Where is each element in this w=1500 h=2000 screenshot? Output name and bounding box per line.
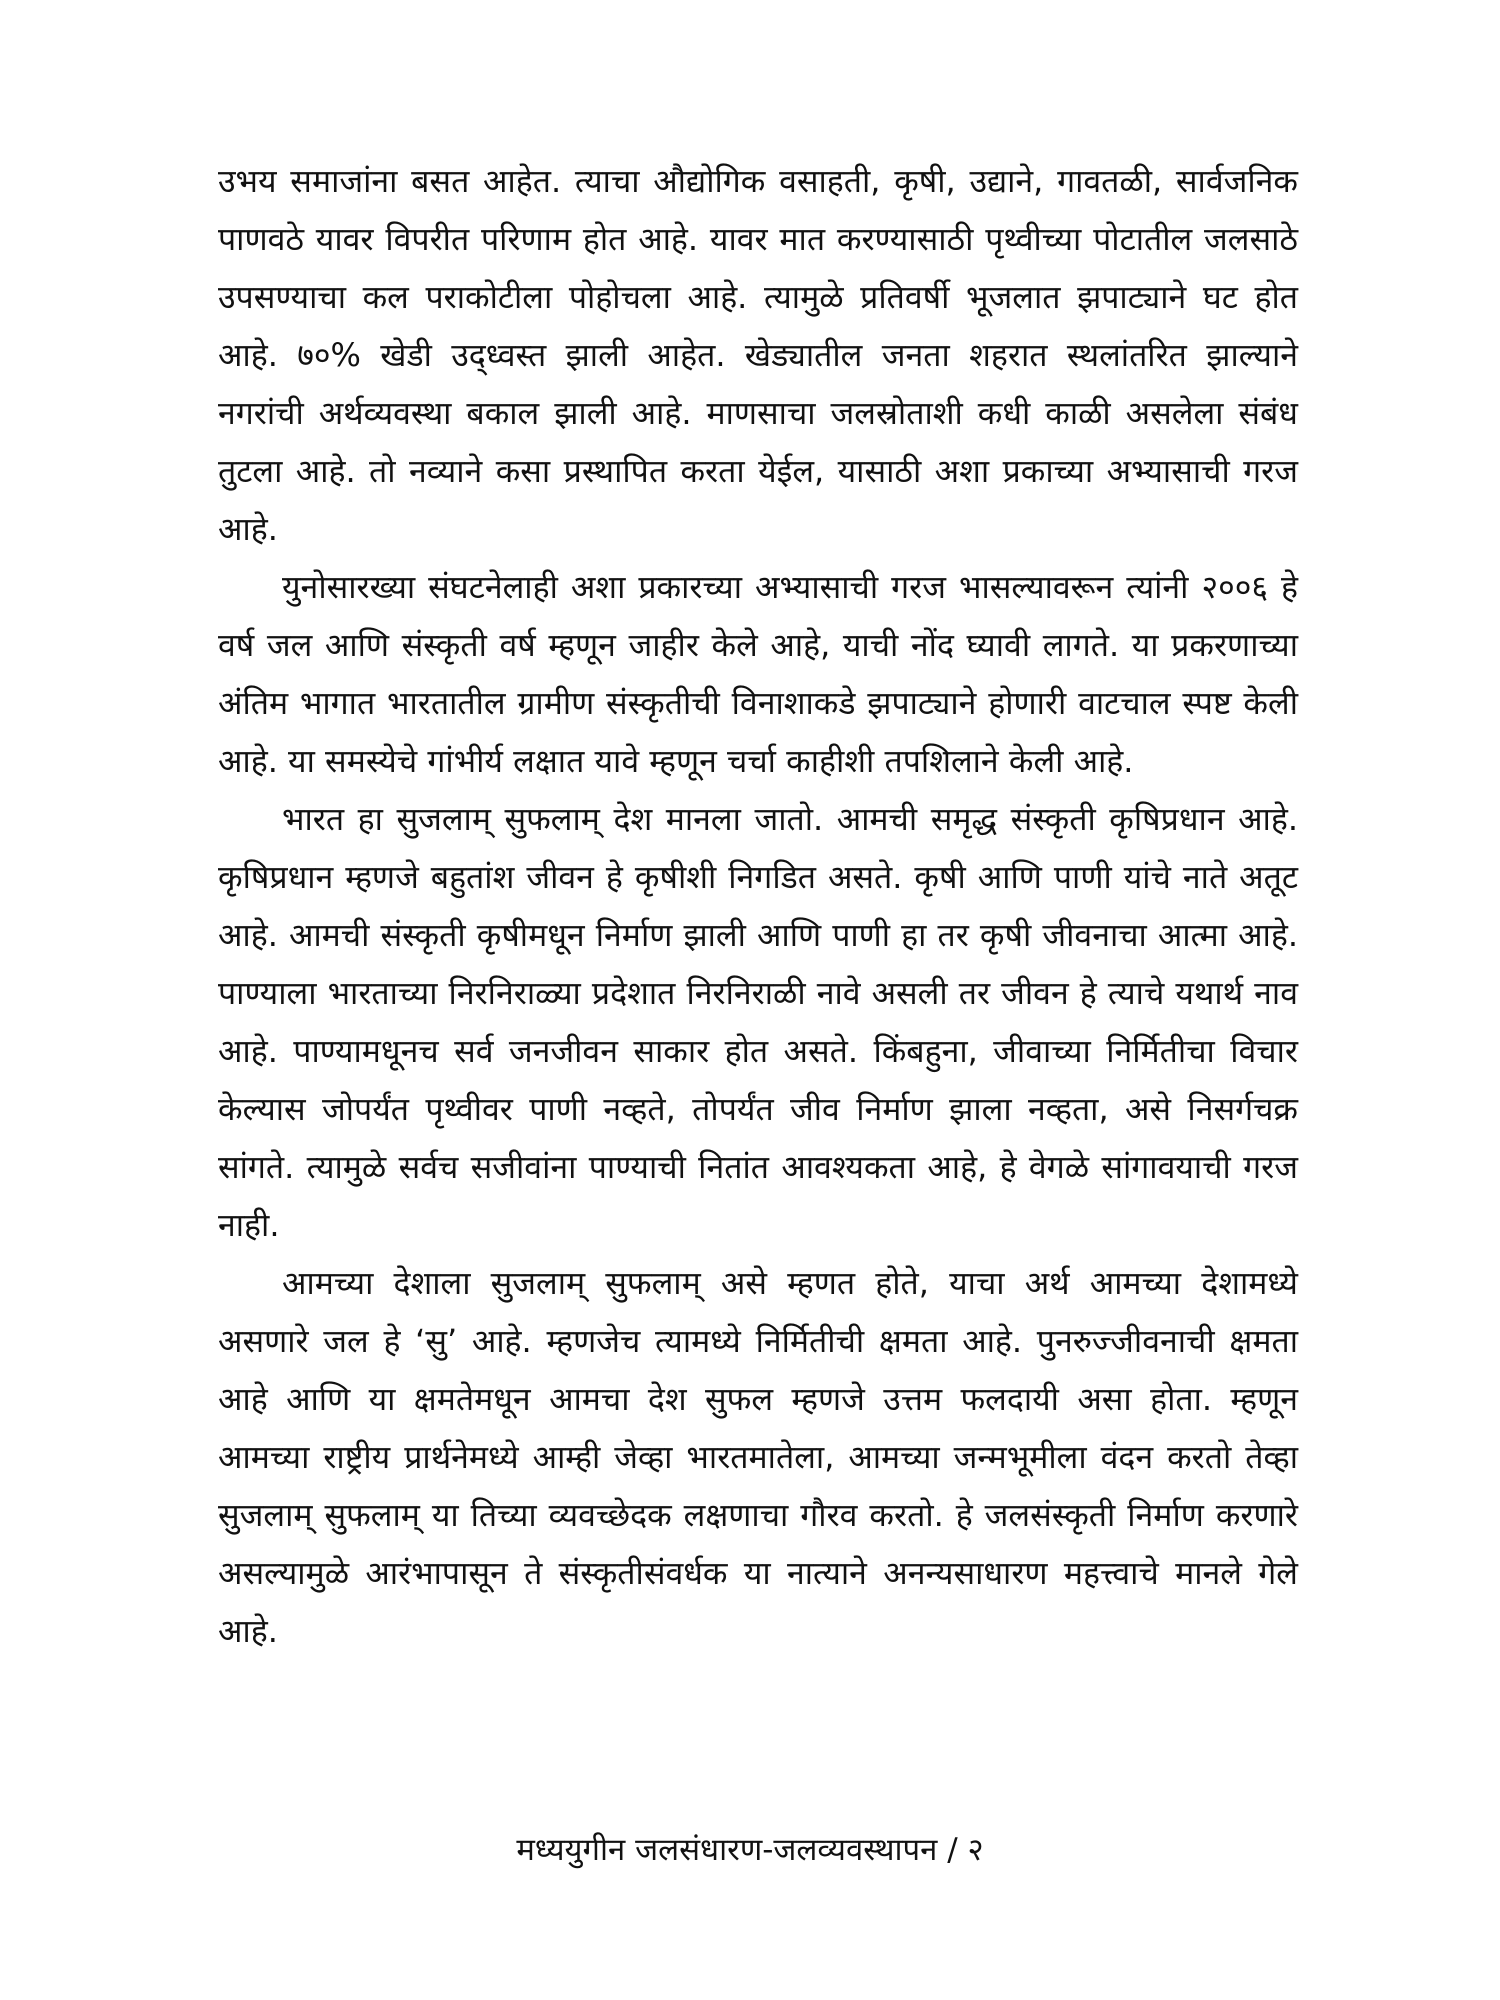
paragraph-4: आमच्या देशाला सुजलाम् सुफलाम् असे म्हणत होते, याचा अर्थ आमच्या देशामध्ये असणारे जल हे ‘सु’ आहे. म्हणजेच त्यामध्ये निर्मितीची क्षमता आहे. पुनरुज्जीवनाची क्षमता आहे आणि या क्षमतेमधून आमचा देश सुफल म्हणजे उत्तम फलदायी असा होता. म्हणून आमच्या राष्ट्रीय प्रार्थनेमध्ये आम्ही जेव्हा भारतमातेला, आमच्या जन्मभूमीला वंदन करतो तेव्हा सुजलाम् सुफलाम् या तिच्या व्यवच्छेदक लक्षणाचा गौरव करतो. हे जलसंस्कृती निर्माण करणारे असल्यामुळे आरंभापासून ते संस्कृतीसंवर्धक या नात्याने अनन्यसाधारण महत्त्वाचे मानले गेले आहे. — [218, 1264, 1298, 1650]
paragraph-2: युनोसारख्या संघटनेलाही अशा प्रकारच्या अभ्यासाची गरज भासल्यावरून त्यांनी २००६ हे वर्ष जल आणि संस्कृती वर्ष म्हणून जाहीर केले आहे, याची नोंद घ्यावी लागते. या प्रकरणाच्या अंतिम भागात भारतातील ग्रामीण संस्कृतीची विनाशाकडे झपाट्याने होणारी वाटचाल स्पष्ट केली आहे. या समस्येचे गांभीर्य लक्षात यावे म्हणून चर्चा काहीशी तपशिलाने केली आहे. — [218, 568, 1298, 780]
body-text — [218, 152, 1298, 1660]
paragraph-3: भारत हा सुजलाम् सुफलाम् देश मानला जातो. आमची समृद्ध संस्कृती कृषिप्रधान आहे. कृषिप्रधान म्हणजे बहुतांश जीवन हे कृषीशी निगडित असते. कृषी आणि पाणी यांचे नाते अतूट आहे. आमची संस्कृती कृषीमधून निर्माण झाली आणि पाणी हा तर कृषी जीवनाचा आत्मा आहे. पाण्याला भारताच्या निरनिराळ्या प्रदेशात निरनिराळी नावे असली तर जीवन हे त्याचे यथार्थ नाव आहे. पाण्यामधूनच सर्व जनजीवन साकार होत असते. किंबहुना, जीवाच्या निर्मितीचा विचार केल्यास जोपर्यंत पृथ्वीवर पाणी नव्हते, तोपर्यंत जीव निर्माण झाला नव्हता, असे निसर्गचक्र सांगते. त्यामुळे सर्वच सजीवांना पाण्याची नितांत आवश्यकता आहे, हे वेगळे सांगावयाची गरज नाही. — [218, 800, 1298, 1244]
paragraph-1: उभय समाजांना बसत आहेत. त्याचा औद्योगिक वसाहती, कृषी, उद्याने, गावतळी, सार्वजनिक पाणवठे यावर विपरीत परिणाम होत आहे. यावर मात करण्यासाठी पृथ्वीच्या पोटातील जलसाठे उपसण्याचा कल पराकोटीला पोहोचला आहे. त्यामुळे प्रतिवर्षी भूजलात झपाट्याने घट होत आहे. ७०% खेडी उद्ध्वस्त झाली आहेत. खेड्यातील जनता शहरात स्थलांतरित झाल्याने नगरांची अर्थव्यवस्था बकाल झाली आहे. माणसाचा जलस्रोताशी कधी काळी असलेला संबंध तुटला आहे. तो नव्याने कसा प्रस्थापित करता येईल, यासाठी अशा प्रकाच्या अभ्यासाची गरज आहे. — [218, 162, 1298, 548]
page-footer: मध्ययुगीन जलसंधारण-जलव्यवस्थापन / २ — [516, 1832, 984, 1868]
